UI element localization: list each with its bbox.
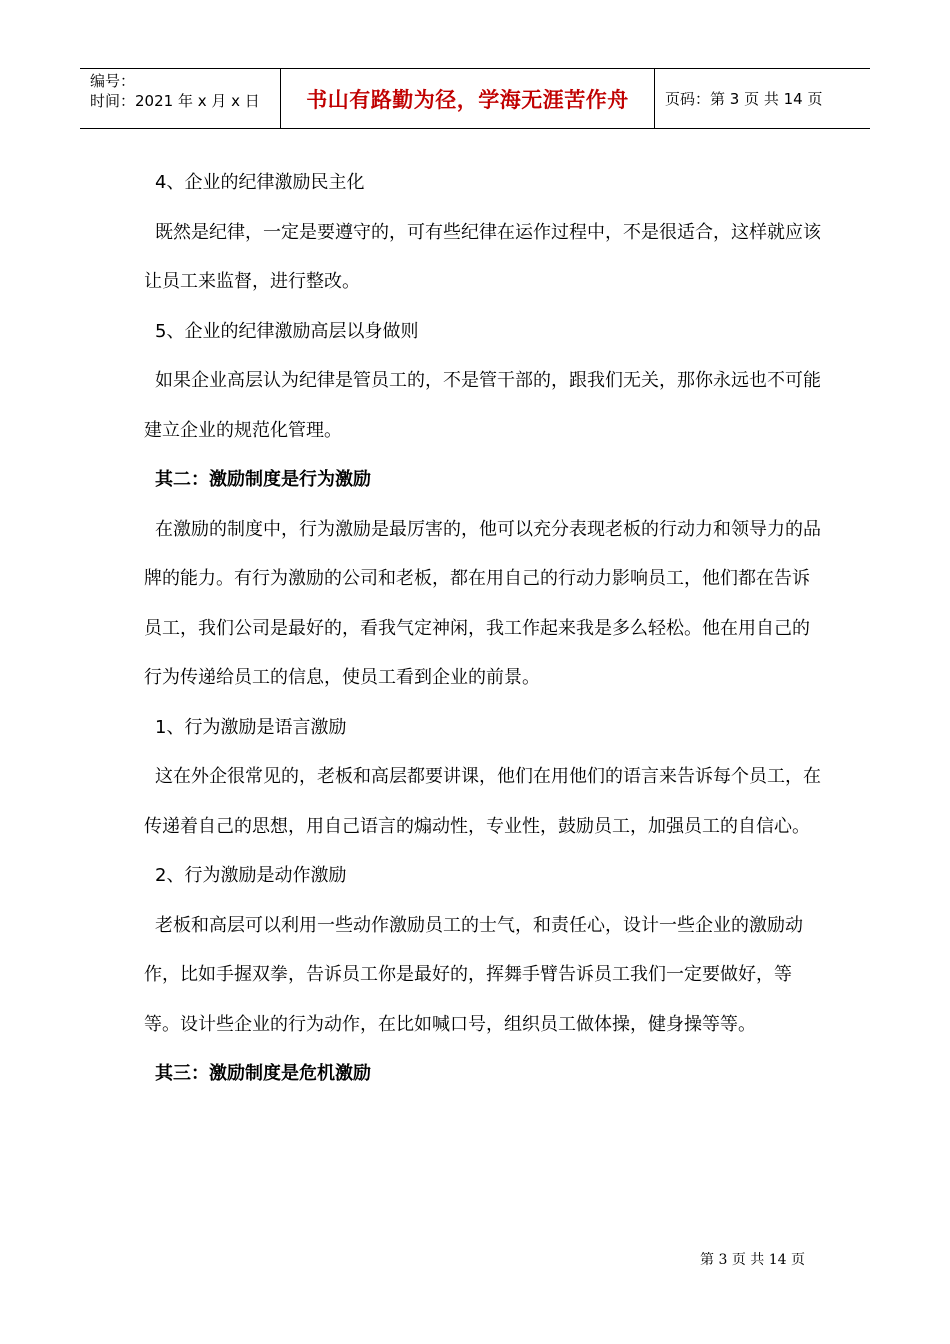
paragraph: 4、企业的纪律激励民主化 (155, 172, 365, 193)
motto: 书山有路勤为径，学海无涯苦作舟 (306, 87, 629, 112)
header-meta (80, 69, 281, 128)
section-heading: 其二：激励制度是行为激励 (155, 469, 371, 490)
paragraph: 如果企业高层认为纪律是管员工的，不是管干部的，跟我们无关，那你永远也不可能建立企业的规范化管理。 (144, 370, 821, 441)
paragraph: 既然是纪律，一定是要遵守的，可有些纪律在运作过程中，不是很适合，这样就应该让员工来监督，进行整改。 (144, 221, 821, 292)
number-label: 编号： (90, 72, 136, 90)
page-info: 页码：第 3 页 共 14 页 (665, 90, 823, 108)
paragraph: 在激励的制度中，行为激励是最厉害的，他可以充分表现老板的行动力和领导力的品牌的能力。有行为激励的公司和老板，都在用自己的行动力影响员工，他们都在告诉员工，我们公司是最好的，看我气定神闲，我工作起来我是多么轻松。他在用自己的行为传递给员工的信息，使员工看到企业的前景。 (144, 518, 821, 688)
section-heading: 其三：激励制度是危机激励 (155, 1063, 371, 1084)
paragraph: 老板和高层可以利用一些动作激励员工的士气，和责任心，设计一些企业的激励动作，比如手握双拳，告诉员工你是最好的，挥舞手臂告诉员工我们一定要做好，等等。设计些企业的行为动作，在比如喊口号，组织员工做体操，健身操等等。 (144, 914, 803, 1035)
time-label: 时间：2021 年 x 月 x 日 (90, 92, 260, 110)
paragraph: 这在外企很常见的，老板和高层都要讲课，他们在用他们的语言来告诉每个员工，在传递着自己的思想，用自己语言的煽动性，专业性，鼓励员工，加强员工的自信心。 (144, 766, 821, 837)
paragraph: 2、行为激励是动作激励 (155, 865, 347, 886)
header-motto-cell (281, 69, 655, 128)
header-page-cell (655, 69, 870, 128)
page-header (80, 68, 870, 129)
page-footer: 第 3 页 共 14 页 (700, 1252, 805, 1268)
document-body (144, 158, 824, 1099)
paragraph: 1、行为激励是语言激励 (155, 716, 347, 738)
paragraph: 5、企业的纪律激励高层以身做则 (155, 320, 419, 342)
